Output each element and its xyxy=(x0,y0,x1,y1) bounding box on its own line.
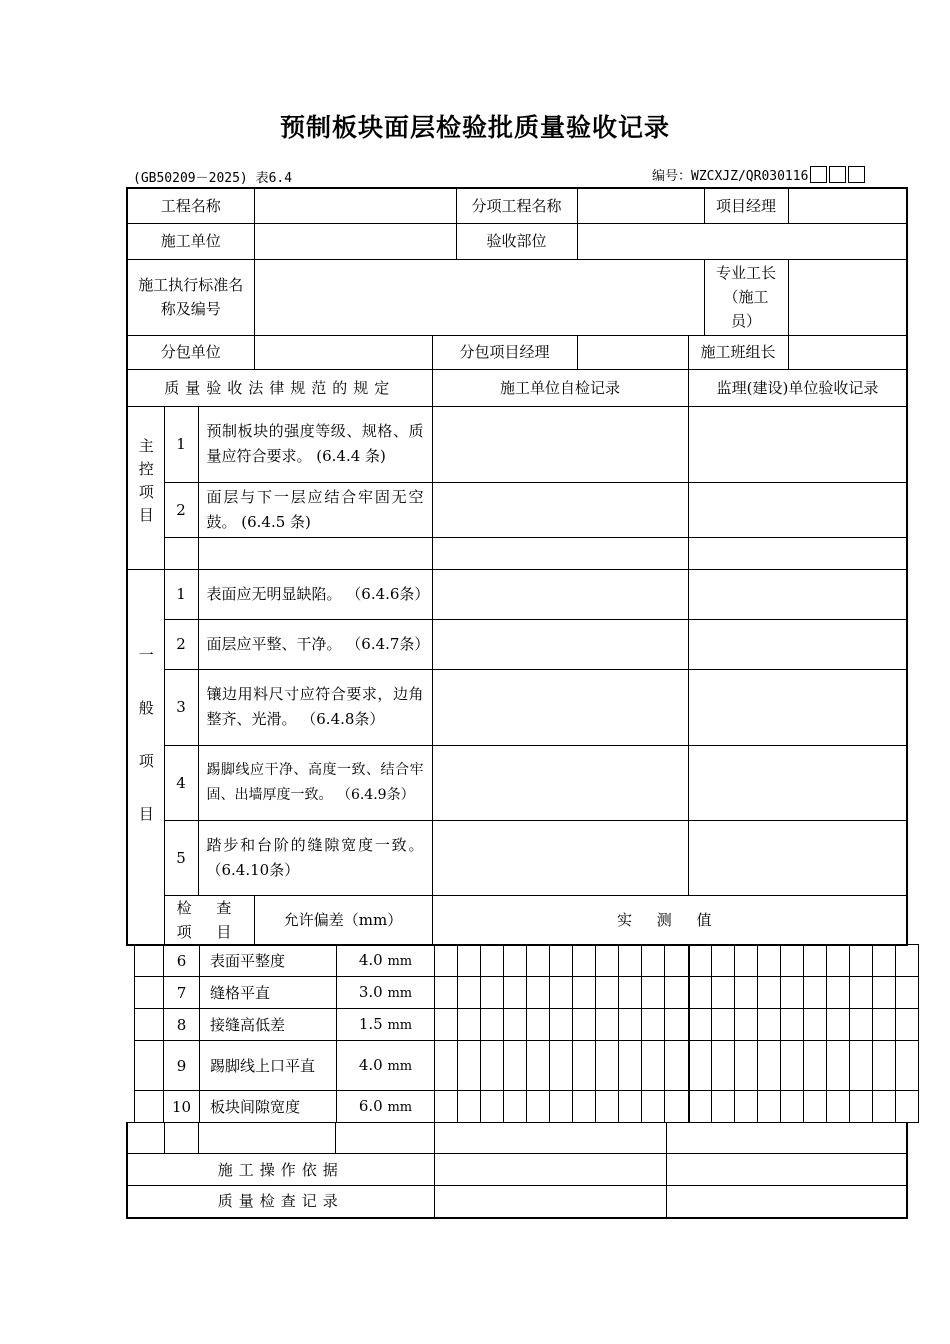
measured-value-cell[interactable] xyxy=(712,945,735,977)
measured-value-cell[interactable] xyxy=(827,1091,850,1123)
tolerance-number: 4.0 xyxy=(358,1055,383,1074)
blank-cell xyxy=(127,1123,164,1154)
blank-cell xyxy=(135,1009,164,1041)
column-header-row xyxy=(127,369,907,406)
item-description: 镶边用料尺寸应符合要求，边角整齐、光滑。 （6.4.8条） xyxy=(198,669,432,745)
measured-value-cell[interactable] xyxy=(458,977,481,1009)
measured-value-cell[interactable] xyxy=(827,945,850,977)
tolerance-unit: mm xyxy=(387,953,413,969)
tolerance-number: 1.5 xyxy=(358,1014,383,1033)
measured-value-cell[interactable] xyxy=(827,1009,850,1041)
subcontractor-field[interactable] xyxy=(254,335,432,369)
measured-value-cell[interactable] xyxy=(804,977,827,1009)
project-name-field[interactable] xyxy=(254,188,456,223)
quality-record-self[interactable] xyxy=(434,1186,666,1218)
measured-value-cell[interactable] xyxy=(642,1009,665,1041)
self-check-cell[interactable] xyxy=(432,619,688,669)
project-manager-field[interactable] xyxy=(788,188,907,223)
self-check-cell[interactable] xyxy=(432,745,688,820)
acceptance-part-field[interactable] xyxy=(577,223,907,259)
sub-project-field[interactable] xyxy=(577,188,704,223)
measured-value-cell[interactable] xyxy=(665,1009,689,1041)
item-number: 3 xyxy=(164,669,198,745)
blank-cell xyxy=(135,1091,164,1123)
operation-basis-supervision[interactable] xyxy=(666,1154,907,1186)
foreman-field[interactable] xyxy=(788,259,907,335)
measured-value-cell[interactable] xyxy=(573,1009,596,1041)
main-items-label: 主控项目 xyxy=(127,406,164,569)
general-item-row xyxy=(127,820,907,895)
standard-name-field[interactable] xyxy=(254,259,704,335)
tolerance-unit: mm xyxy=(387,1058,413,1074)
measured-value-cell[interactable] xyxy=(758,1091,781,1123)
item-number: 7 xyxy=(164,977,200,1009)
tolerance-header: 允许偏差（mm） xyxy=(254,895,432,945)
measured-value-cell[interactable] xyxy=(850,945,873,977)
code-box[interactable] xyxy=(810,166,827,183)
check-item-name: 踢脚线上口平直 xyxy=(200,1041,337,1091)
measured-value-cell[interactable] xyxy=(596,945,619,977)
measured-value-cell[interactable] xyxy=(689,1091,712,1123)
measured-value-cell[interactable] xyxy=(596,1091,619,1123)
measured-value-cell[interactable] xyxy=(665,977,689,1009)
measure-row xyxy=(135,945,919,977)
quality-record-label: 质量检查记录 xyxy=(127,1186,434,1218)
measured-value-cell[interactable] xyxy=(781,1041,804,1091)
main-item-row xyxy=(127,482,907,537)
blank-cell xyxy=(164,1123,198,1154)
general-item-row xyxy=(127,569,907,619)
measured-value-cell[interactable] xyxy=(481,945,504,977)
tolerance-number: 6.0 xyxy=(358,1096,383,1115)
measured-value-cell[interactable] xyxy=(873,1041,896,1091)
tolerance-value xyxy=(337,1009,435,1041)
self-check-cell[interactable] xyxy=(432,669,688,745)
measured-value-cell[interactable] xyxy=(804,1041,827,1091)
item-description: 面层与下一层应结合牢固无空鼓。 (6.4.5 条) xyxy=(198,482,432,537)
measured-value-cell[interactable] xyxy=(527,977,550,1009)
measured-value-cell[interactable] xyxy=(435,1091,458,1123)
measured-value-cell[interactable] xyxy=(619,1091,642,1123)
operation-basis-label: 施工操作依据 xyxy=(127,1154,434,1186)
measured-value-cell[interactable] xyxy=(689,1009,712,1041)
item-number xyxy=(164,537,198,569)
item-number: 4 xyxy=(164,745,198,820)
project-name-label: 工程名称 xyxy=(127,188,254,223)
self-check-cell[interactable] xyxy=(432,537,688,569)
measured-value-cell[interactable] xyxy=(804,945,827,977)
measured-value-cell[interactable] xyxy=(850,1009,873,1041)
tolerance-number: 4.0 xyxy=(358,950,383,969)
item-number: 2 xyxy=(164,619,198,669)
check-item-name: 表面平整度 xyxy=(200,945,337,977)
measured-value-cell[interactable] xyxy=(481,977,504,1009)
supervision-cell[interactable] xyxy=(688,406,907,482)
measure-row xyxy=(135,1041,919,1091)
sub-project-label: 分项工程名称 xyxy=(456,188,577,223)
blank-row xyxy=(127,1123,907,1154)
item-number: 10 xyxy=(164,1091,200,1123)
construction-unit-field[interactable] xyxy=(254,223,456,259)
item-number: 2 xyxy=(164,482,198,537)
measured-value-cell[interactable] xyxy=(758,1009,781,1041)
measured-value-cell[interactable] xyxy=(712,1091,735,1123)
measured-value-cell[interactable] xyxy=(873,1009,896,1041)
measured-value-cell[interactable] xyxy=(504,977,527,1009)
check-item-header: 检 查 项 目 xyxy=(164,895,254,945)
measured-value-cell[interactable] xyxy=(458,945,481,977)
self-check-cell[interactable] xyxy=(432,482,688,537)
item-description: 表面应无明显缺陷。 （6.4.6条） xyxy=(198,569,432,619)
measured-value-cell[interactable] xyxy=(689,945,712,977)
general-item-row xyxy=(127,619,907,669)
sub-manager-field[interactable] xyxy=(577,335,688,369)
header-row xyxy=(127,188,907,223)
item-number: 6 xyxy=(164,945,200,977)
measured-value-cell[interactable] xyxy=(435,945,458,977)
measured-value-cell[interactable] xyxy=(435,1009,458,1041)
item-number: 1 xyxy=(164,406,198,482)
measure-header-row xyxy=(127,895,907,945)
measured-value-cell[interactable] xyxy=(458,1041,481,1091)
form-code xyxy=(652,165,865,184)
measure-row xyxy=(135,1091,919,1123)
blank-cell xyxy=(135,977,164,1009)
page-title: 预制板块面层检验批质量验收记录 xyxy=(279,113,670,142)
measured-value-cell[interactable] xyxy=(781,977,804,1009)
measured-value-cell[interactable] xyxy=(481,1009,504,1041)
foreman-label: 专业工长（施工员） xyxy=(704,259,788,335)
measured-value-cell[interactable] xyxy=(896,1009,919,1041)
measured-value-cell[interactable] xyxy=(873,1091,896,1123)
measured-value-cell[interactable] xyxy=(596,977,619,1009)
measured-value-cell[interactable] xyxy=(550,977,573,1009)
self-check-cell[interactable] xyxy=(432,569,688,619)
supervision-column-header: 监理(建设)单位验收记录 xyxy=(688,369,907,406)
supervision-cell[interactable] xyxy=(688,745,907,820)
header-row xyxy=(127,335,907,369)
rules-column-header: 质量验收法律规范的规定 xyxy=(127,369,432,406)
main-item-row xyxy=(127,406,907,482)
measured-value-cell[interactable] xyxy=(596,1041,619,1091)
measured-value-cell[interactable] xyxy=(642,945,665,977)
record-row xyxy=(127,1186,907,1218)
tolerance-number: 3.0 xyxy=(358,982,383,1001)
tolerance-unit: mm xyxy=(387,985,413,1001)
measured-value-cell[interactable] xyxy=(850,1041,873,1091)
supervision-cell[interactable] xyxy=(688,569,907,619)
measured-value-cell[interactable] xyxy=(642,1091,665,1123)
measured-value-cell[interactable] xyxy=(735,1041,758,1091)
measured-value-cell[interactable] xyxy=(689,977,712,1009)
item-number: 8 xyxy=(164,1009,200,1041)
supervision-cell[interactable] xyxy=(688,669,907,745)
measured-value-cell[interactable] xyxy=(527,1041,550,1091)
measured-value-cell[interactable] xyxy=(665,1091,689,1123)
measured-value-cell[interactable] xyxy=(850,977,873,1009)
item-description: 踢脚线应干净、高度一致、结合牢固、出墙厚度一致。 （6.4.9条） xyxy=(198,745,432,820)
measured-value-cell[interactable] xyxy=(735,1091,758,1123)
measured-value-cell[interactable] xyxy=(735,977,758,1009)
measured-value-cell[interactable] xyxy=(504,1091,527,1123)
measured-value-cell[interactable] xyxy=(689,1041,712,1091)
measured-value-cell[interactable] xyxy=(550,1041,573,1091)
measured-value-cell[interactable] xyxy=(642,977,665,1009)
measured-value-cell[interactable] xyxy=(619,945,642,977)
self-check-cell[interactable] xyxy=(434,1123,666,1154)
tolerance-unit: mm xyxy=(387,1099,413,1115)
measured-value-cell[interactable] xyxy=(458,1009,481,1041)
main-item-row xyxy=(127,537,907,569)
measured-value-cell[interactable] xyxy=(573,977,596,1009)
general-item-row xyxy=(127,669,907,745)
measured-value-cell[interactable] xyxy=(896,977,919,1009)
measured-value-cell[interactable] xyxy=(573,1091,596,1123)
acceptance-part-label: 验收部位 xyxy=(456,223,577,259)
item-description: 踏步和台阶的缝隙宽度一致。 （6.4.10条） xyxy=(198,820,432,895)
measured-value-cell[interactable] xyxy=(665,1041,689,1091)
check-item-name: 缝格平直 xyxy=(200,977,337,1009)
supervision-cell[interactable] xyxy=(688,820,907,895)
measured-value-cell[interactable] xyxy=(781,1009,804,1041)
measured-value-cell[interactable] xyxy=(435,977,458,1009)
measured-value-cell[interactable] xyxy=(758,977,781,1009)
measured-value-cell[interactable] xyxy=(712,1041,735,1091)
project-manager-label: 项目经理 xyxy=(704,188,788,223)
measured-value-cell[interactable] xyxy=(804,1009,827,1041)
self-check-column-header: 施工单位自检记录 xyxy=(432,369,688,406)
form-code-text: 编号：WZCXJZ/QR030116 xyxy=(652,169,809,184)
measured-value-cell[interactable] xyxy=(504,1041,527,1091)
measured-value-cell[interactable] xyxy=(735,1009,758,1041)
tolerance-value xyxy=(337,945,435,977)
basis-row xyxy=(127,1154,907,1186)
measured-value-cell[interactable] xyxy=(781,1091,804,1123)
self-check-cell[interactable] xyxy=(432,406,688,482)
measured-value-cell[interactable] xyxy=(619,1009,642,1041)
check-item-name: 接缝高低差 xyxy=(200,1009,337,1041)
blank-cell xyxy=(135,945,164,977)
measured-value-header: 实 测 值 xyxy=(432,895,907,945)
measured-value-cell[interactable] xyxy=(735,945,758,977)
measured-value-cell[interactable] xyxy=(804,1091,827,1123)
measured-value-cell[interactable] xyxy=(619,1041,642,1091)
measured-value-cell[interactable] xyxy=(527,1009,550,1041)
tolerance-value xyxy=(337,1091,435,1123)
measured-value-cell[interactable] xyxy=(712,977,735,1009)
header-row xyxy=(127,259,907,335)
supervision-cell[interactable] xyxy=(688,619,907,669)
measured-value-cell[interactable] xyxy=(481,1091,504,1123)
construction-unit-label: 施工单位 xyxy=(127,223,254,259)
measured-value-cell[interactable] xyxy=(781,945,804,977)
measured-value-cell[interactable] xyxy=(550,1091,573,1123)
measured-value-cell[interactable] xyxy=(573,945,596,977)
measured-value-cell[interactable] xyxy=(596,1009,619,1041)
measured-value-cell[interactable] xyxy=(873,945,896,977)
blank-cell[interactable] xyxy=(335,1123,434,1154)
measured-value-cell[interactable] xyxy=(896,1041,919,1091)
measured-value-cell[interactable] xyxy=(827,977,850,1009)
measured-value-cell[interactable] xyxy=(758,945,781,977)
measured-value-cell[interactable] xyxy=(873,977,896,1009)
code-box[interactable] xyxy=(829,166,846,183)
header-row xyxy=(127,223,907,259)
measured-value-cell[interactable] xyxy=(896,945,919,977)
measured-value-cell[interactable] xyxy=(619,977,642,1009)
measured-value-cell[interactable] xyxy=(665,945,689,977)
measured-value-cell[interactable] xyxy=(550,1009,573,1041)
measured-value-cell[interactable] xyxy=(458,1091,481,1123)
tolerance-value xyxy=(337,1041,435,1091)
supervision-cell[interactable] xyxy=(688,482,907,537)
operation-basis-self[interactable] xyxy=(434,1154,666,1186)
item-number: 5 xyxy=(164,820,198,895)
measured-value-cell[interactable] xyxy=(504,945,527,977)
item-description xyxy=(198,537,432,569)
measure-row xyxy=(135,977,919,1009)
measured-value-cell[interactable] xyxy=(642,1041,665,1091)
measured-value-cell[interactable] xyxy=(481,1041,504,1091)
standard-name-label: 施工执行标准名称及编号 xyxy=(127,259,254,335)
supervision-cell[interactable] xyxy=(688,537,907,569)
measured-value-cell[interactable] xyxy=(827,1041,850,1091)
measured-value-cell[interactable] xyxy=(527,945,550,977)
standard-reference: (GB50209－2025) 表6.4 xyxy=(133,171,293,186)
footer-table xyxy=(126,1122,908,1219)
general-items-label: 一般项目 xyxy=(127,569,164,945)
measure-row xyxy=(135,1009,919,1041)
item-number: 9 xyxy=(164,1041,200,1091)
quality-record-supervision[interactable] xyxy=(666,1186,907,1218)
measured-value-cell[interactable] xyxy=(758,1041,781,1091)
subcontractor-label: 分包单位 xyxy=(127,335,254,369)
code-box[interactable] xyxy=(848,166,865,183)
supervision-cell[interactable] xyxy=(666,1123,907,1154)
item-description: 面层应平整、干净。 （6.4.7条） xyxy=(198,619,432,669)
measurement-table xyxy=(134,944,919,1123)
measured-value-cell[interactable] xyxy=(550,945,573,977)
team-leader-label: 施工班组长 xyxy=(688,335,788,369)
tolerance-value xyxy=(337,977,435,1009)
self-check-cell[interactable] xyxy=(432,820,688,895)
item-number: 1 xyxy=(164,569,198,619)
measured-value-cell[interactable] xyxy=(896,1091,919,1123)
tolerance-unit: mm xyxy=(387,1017,413,1033)
measured-value-cell[interactable] xyxy=(504,1009,527,1041)
measured-value-cell[interactable] xyxy=(435,1041,458,1091)
measured-value-cell[interactable] xyxy=(850,1091,873,1123)
item-description: 预制板块的强度等级、规格、质量应符合要求。 (6.4.4 条) xyxy=(198,406,432,482)
measured-value-cell[interactable] xyxy=(712,1009,735,1041)
inspection-table xyxy=(126,187,908,946)
check-item-name: 板块间隙宽度 xyxy=(200,1091,337,1123)
blank-cell[interactable] xyxy=(198,1123,335,1154)
measured-value-cell[interactable] xyxy=(573,1041,596,1091)
general-item-row xyxy=(127,745,907,820)
measured-value-cell[interactable] xyxy=(527,1091,550,1123)
team-leader-field[interactable] xyxy=(788,335,907,369)
sub-manager-label: 分包项目经理 xyxy=(432,335,577,369)
blank-cell xyxy=(135,1041,164,1091)
